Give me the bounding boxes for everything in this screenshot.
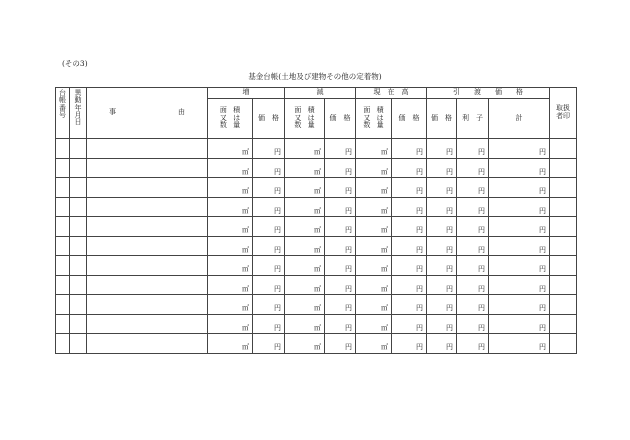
blank-cell: [87, 178, 208, 198]
header-ido-nengappi: 異 動 年 月 日: [70, 88, 87, 139]
header-genzai-kakaku: 価 格: [392, 99, 427, 139]
unit-area-cell: ㎡: [356, 139, 392, 159]
unit-yen-cell: 円: [392, 256, 427, 276]
blank-cell: [70, 334, 87, 354]
header-gen: 減: [285, 88, 356, 99]
blank-cell: [550, 314, 577, 334]
unit-area-cell: ㎡: [285, 314, 325, 334]
blank-cell: [87, 314, 208, 334]
header-daicho-bango: 台 帳 番 号: [56, 88, 70, 139]
header-zou: 増: [208, 88, 285, 99]
unit-area-cell: ㎡: [285, 217, 325, 237]
unit-yen-cell: 円: [325, 314, 356, 334]
blank-cell: [87, 197, 208, 217]
blank-cell: [70, 178, 87, 198]
blank-cell: [56, 236, 70, 256]
unit-yen-cell: 円: [427, 236, 457, 256]
unit-area-cell: ㎡: [356, 275, 392, 295]
unit-area-cell: ㎡: [356, 178, 392, 198]
unit-area-cell: ㎡: [208, 197, 253, 217]
table-row: [56, 197, 577, 217]
unit-area-cell: ㎡: [356, 158, 392, 178]
unit-yen-cell: 円: [392, 236, 427, 256]
unit-yen-cell: 円: [457, 334, 489, 354]
unit-yen-cell: 円: [325, 236, 356, 256]
unit-area-cell: ㎡: [285, 334, 325, 354]
blank-cell: [550, 178, 577, 198]
unit-yen-cell: 円: [457, 275, 489, 295]
unit-yen-cell: 円: [253, 295, 285, 315]
blank-cell: [56, 197, 70, 217]
blank-cell: [70, 256, 87, 276]
unit-yen-cell: 円: [457, 178, 489, 198]
unit-yen-cell: 円: [392, 314, 427, 334]
unit-area-cell: ㎡: [208, 314, 253, 334]
header-gen-menseki: 面 又 数 積 は 量: [285, 99, 325, 139]
blank-cell: [87, 139, 208, 159]
blank-cell: [70, 236, 87, 256]
blank-cell: [56, 295, 70, 315]
blank-cell: [550, 275, 577, 295]
header-kei: 計: [489, 99, 550, 139]
header-genzai-menseki: 面 又 数 積 は 量: [356, 99, 392, 139]
unit-area-cell: ㎡: [285, 197, 325, 217]
unit-area-cell: ㎡: [356, 295, 392, 315]
table-row: [56, 314, 577, 334]
table-row: [56, 295, 577, 315]
unit-yen-cell: 円: [325, 256, 356, 276]
unit-yen-cell: 円: [457, 256, 489, 276]
unit-yen-cell: 円: [253, 178, 285, 198]
page-title: 基金台帳(土地及び建物その他の定着物): [248, 72, 382, 81]
form-number: (その3): [62, 59, 88, 68]
unit-yen-cell: 円: [457, 236, 489, 256]
blank-cell: [56, 314, 70, 334]
unit-area-cell: ㎡: [356, 314, 392, 334]
unit-yen-cell: 円: [392, 139, 427, 159]
unit-yen-cell: 円: [325, 334, 356, 354]
blank-cell: [56, 217, 70, 237]
blank-cell: [70, 314, 87, 334]
blank-cell: [87, 256, 208, 276]
unit-yen-cell: 円: [427, 295, 457, 315]
blank-cell: [70, 158, 87, 178]
table-row: [56, 334, 577, 354]
unit-yen-cell: 円: [325, 139, 356, 159]
unit-yen-cell: 円: [253, 197, 285, 217]
unit-yen-cell: 円: [427, 334, 457, 354]
blank-cell: [550, 197, 577, 217]
blank-cell: [56, 334, 70, 354]
unit-yen-cell: 円: [489, 139, 550, 159]
unit-yen-cell: 円: [457, 295, 489, 315]
unit-area-cell: ㎡: [208, 139, 253, 159]
blank-cell: [550, 217, 577, 237]
unit-yen-cell: 円: [457, 217, 489, 237]
blank-cell: [550, 256, 577, 276]
unit-yen-cell: 円: [392, 158, 427, 178]
header-hikiwatashi-kakaku-sub: 価 格: [427, 99, 457, 139]
unit-yen-cell: 円: [489, 158, 550, 178]
unit-area-cell: ㎡: [285, 295, 325, 315]
table-row: [56, 217, 577, 237]
unit-yen-cell: 円: [392, 178, 427, 198]
table-row: [56, 139, 577, 159]
unit-yen-cell: 円: [489, 275, 550, 295]
table-row: [56, 236, 577, 256]
unit-area-cell: ㎡: [208, 256, 253, 276]
unit-area-cell: ㎡: [356, 197, 392, 217]
blank-cell: [87, 158, 208, 178]
unit-area-cell: ㎡: [356, 236, 392, 256]
unit-yen-cell: 円: [253, 158, 285, 178]
unit-yen-cell: 円: [489, 197, 550, 217]
unit-area-cell: ㎡: [208, 275, 253, 295]
unit-area-cell: ㎡: [208, 236, 253, 256]
blank-cell: [87, 275, 208, 295]
blank-cell: [550, 236, 577, 256]
unit-yen-cell: 円: [427, 256, 457, 276]
unit-yen-cell: 円: [427, 197, 457, 217]
unit-area-cell: ㎡: [285, 236, 325, 256]
blank-cell: [56, 178, 70, 198]
table-row: [56, 158, 577, 178]
header-hikiwatashi-kakaku: 引 渡 価 格: [427, 88, 550, 99]
blank-cell: [56, 139, 70, 159]
blank-cell: [56, 256, 70, 276]
blank-cell: [56, 158, 70, 178]
blank-cell: [550, 139, 577, 159]
table-row: [56, 256, 577, 276]
unit-area-cell: ㎡: [356, 256, 392, 276]
blank-cell: [70, 295, 87, 315]
unit-yen-cell: 円: [457, 158, 489, 178]
header-gen-kakaku: 価 格: [325, 99, 356, 139]
unit-yen-cell: 円: [489, 178, 550, 198]
unit-yen-cell: 円: [325, 158, 356, 178]
unit-yen-cell: 円: [392, 295, 427, 315]
unit-yen-cell: 円: [489, 334, 550, 354]
unit-area-cell: ㎡: [208, 178, 253, 198]
unit-yen-cell: 円: [253, 139, 285, 159]
blank-cell: [87, 217, 208, 237]
unit-yen-cell: 円: [457, 314, 489, 334]
unit-area-cell: ㎡: [285, 256, 325, 276]
unit-area-cell: ㎡: [208, 158, 253, 178]
header-zou-menseki: 面 又 数 積 は 量: [208, 99, 253, 139]
unit-yen-cell: 円: [489, 256, 550, 276]
unit-yen-cell: 円: [457, 139, 489, 159]
unit-area-cell: ㎡: [356, 334, 392, 354]
unit-area-cell: ㎡: [208, 334, 253, 354]
blank-cell: [70, 139, 87, 159]
unit-yen-cell: 円: [392, 334, 427, 354]
blank-cell: [70, 217, 87, 237]
unit-yen-cell: 円: [489, 295, 550, 315]
unit-area-cell: ㎡: [285, 178, 325, 198]
unit-yen-cell: 円: [253, 275, 285, 295]
unit-area-cell: ㎡: [356, 217, 392, 237]
unit-area-cell: ㎡: [285, 139, 325, 159]
unit-yen-cell: 円: [325, 295, 356, 315]
ledger-table: [55, 87, 577, 354]
unit-yen-cell: 円: [253, 217, 285, 237]
unit-yen-cell: 円: [427, 158, 457, 178]
unit-yen-cell: 円: [253, 256, 285, 276]
unit-area-cell: ㎡: [285, 158, 325, 178]
unit-yen-cell: 円: [253, 334, 285, 354]
unit-yen-cell: 円: [427, 314, 457, 334]
table-row: [56, 275, 577, 295]
unit-yen-cell: 円: [489, 217, 550, 237]
unit-yen-cell: 円: [392, 217, 427, 237]
unit-yen-cell: 円: [325, 275, 356, 295]
unit-yen-cell: 円: [427, 217, 457, 237]
blank-cell: [87, 334, 208, 354]
unit-area-cell: ㎡: [208, 217, 253, 237]
unit-yen-cell: 円: [392, 197, 427, 217]
blank-cell: [550, 158, 577, 178]
blank-cell: [87, 236, 208, 256]
unit-yen-cell: 円: [392, 275, 427, 295]
header-jiyu: 事 由: [87, 88, 208, 139]
blank-cell: [70, 197, 87, 217]
unit-yen-cell: 円: [457, 197, 489, 217]
unit-area-cell: ㎡: [208, 295, 253, 315]
header-toriatsukai: 取扱 者印: [550, 88, 577, 139]
unit-yen-cell: 円: [325, 197, 356, 217]
table-row: [56, 178, 577, 198]
blank-cell: [550, 334, 577, 354]
unit-yen-cell: 円: [427, 275, 457, 295]
unit-yen-cell: 円: [489, 236, 550, 256]
blank-cell: [56, 275, 70, 295]
unit-yen-cell: 円: [253, 314, 285, 334]
unit-yen-cell: 円: [325, 178, 356, 198]
unit-yen-cell: 円: [427, 178, 457, 198]
header-zou-kakaku: 価 格: [253, 99, 285, 139]
unit-yen-cell: 円: [427, 139, 457, 159]
unit-yen-cell: 円: [253, 236, 285, 256]
header-rishi: 利 子: [457, 99, 489, 139]
blank-cell: [550, 295, 577, 315]
unit-area-cell: ㎡: [285, 275, 325, 295]
unit-yen-cell: 円: [489, 314, 550, 334]
unit-yen-cell: 円: [325, 217, 356, 237]
blank-cell: [70, 275, 87, 295]
header-genzaidaka: 現 在 高: [356, 88, 427, 99]
blank-cell: [87, 295, 208, 315]
